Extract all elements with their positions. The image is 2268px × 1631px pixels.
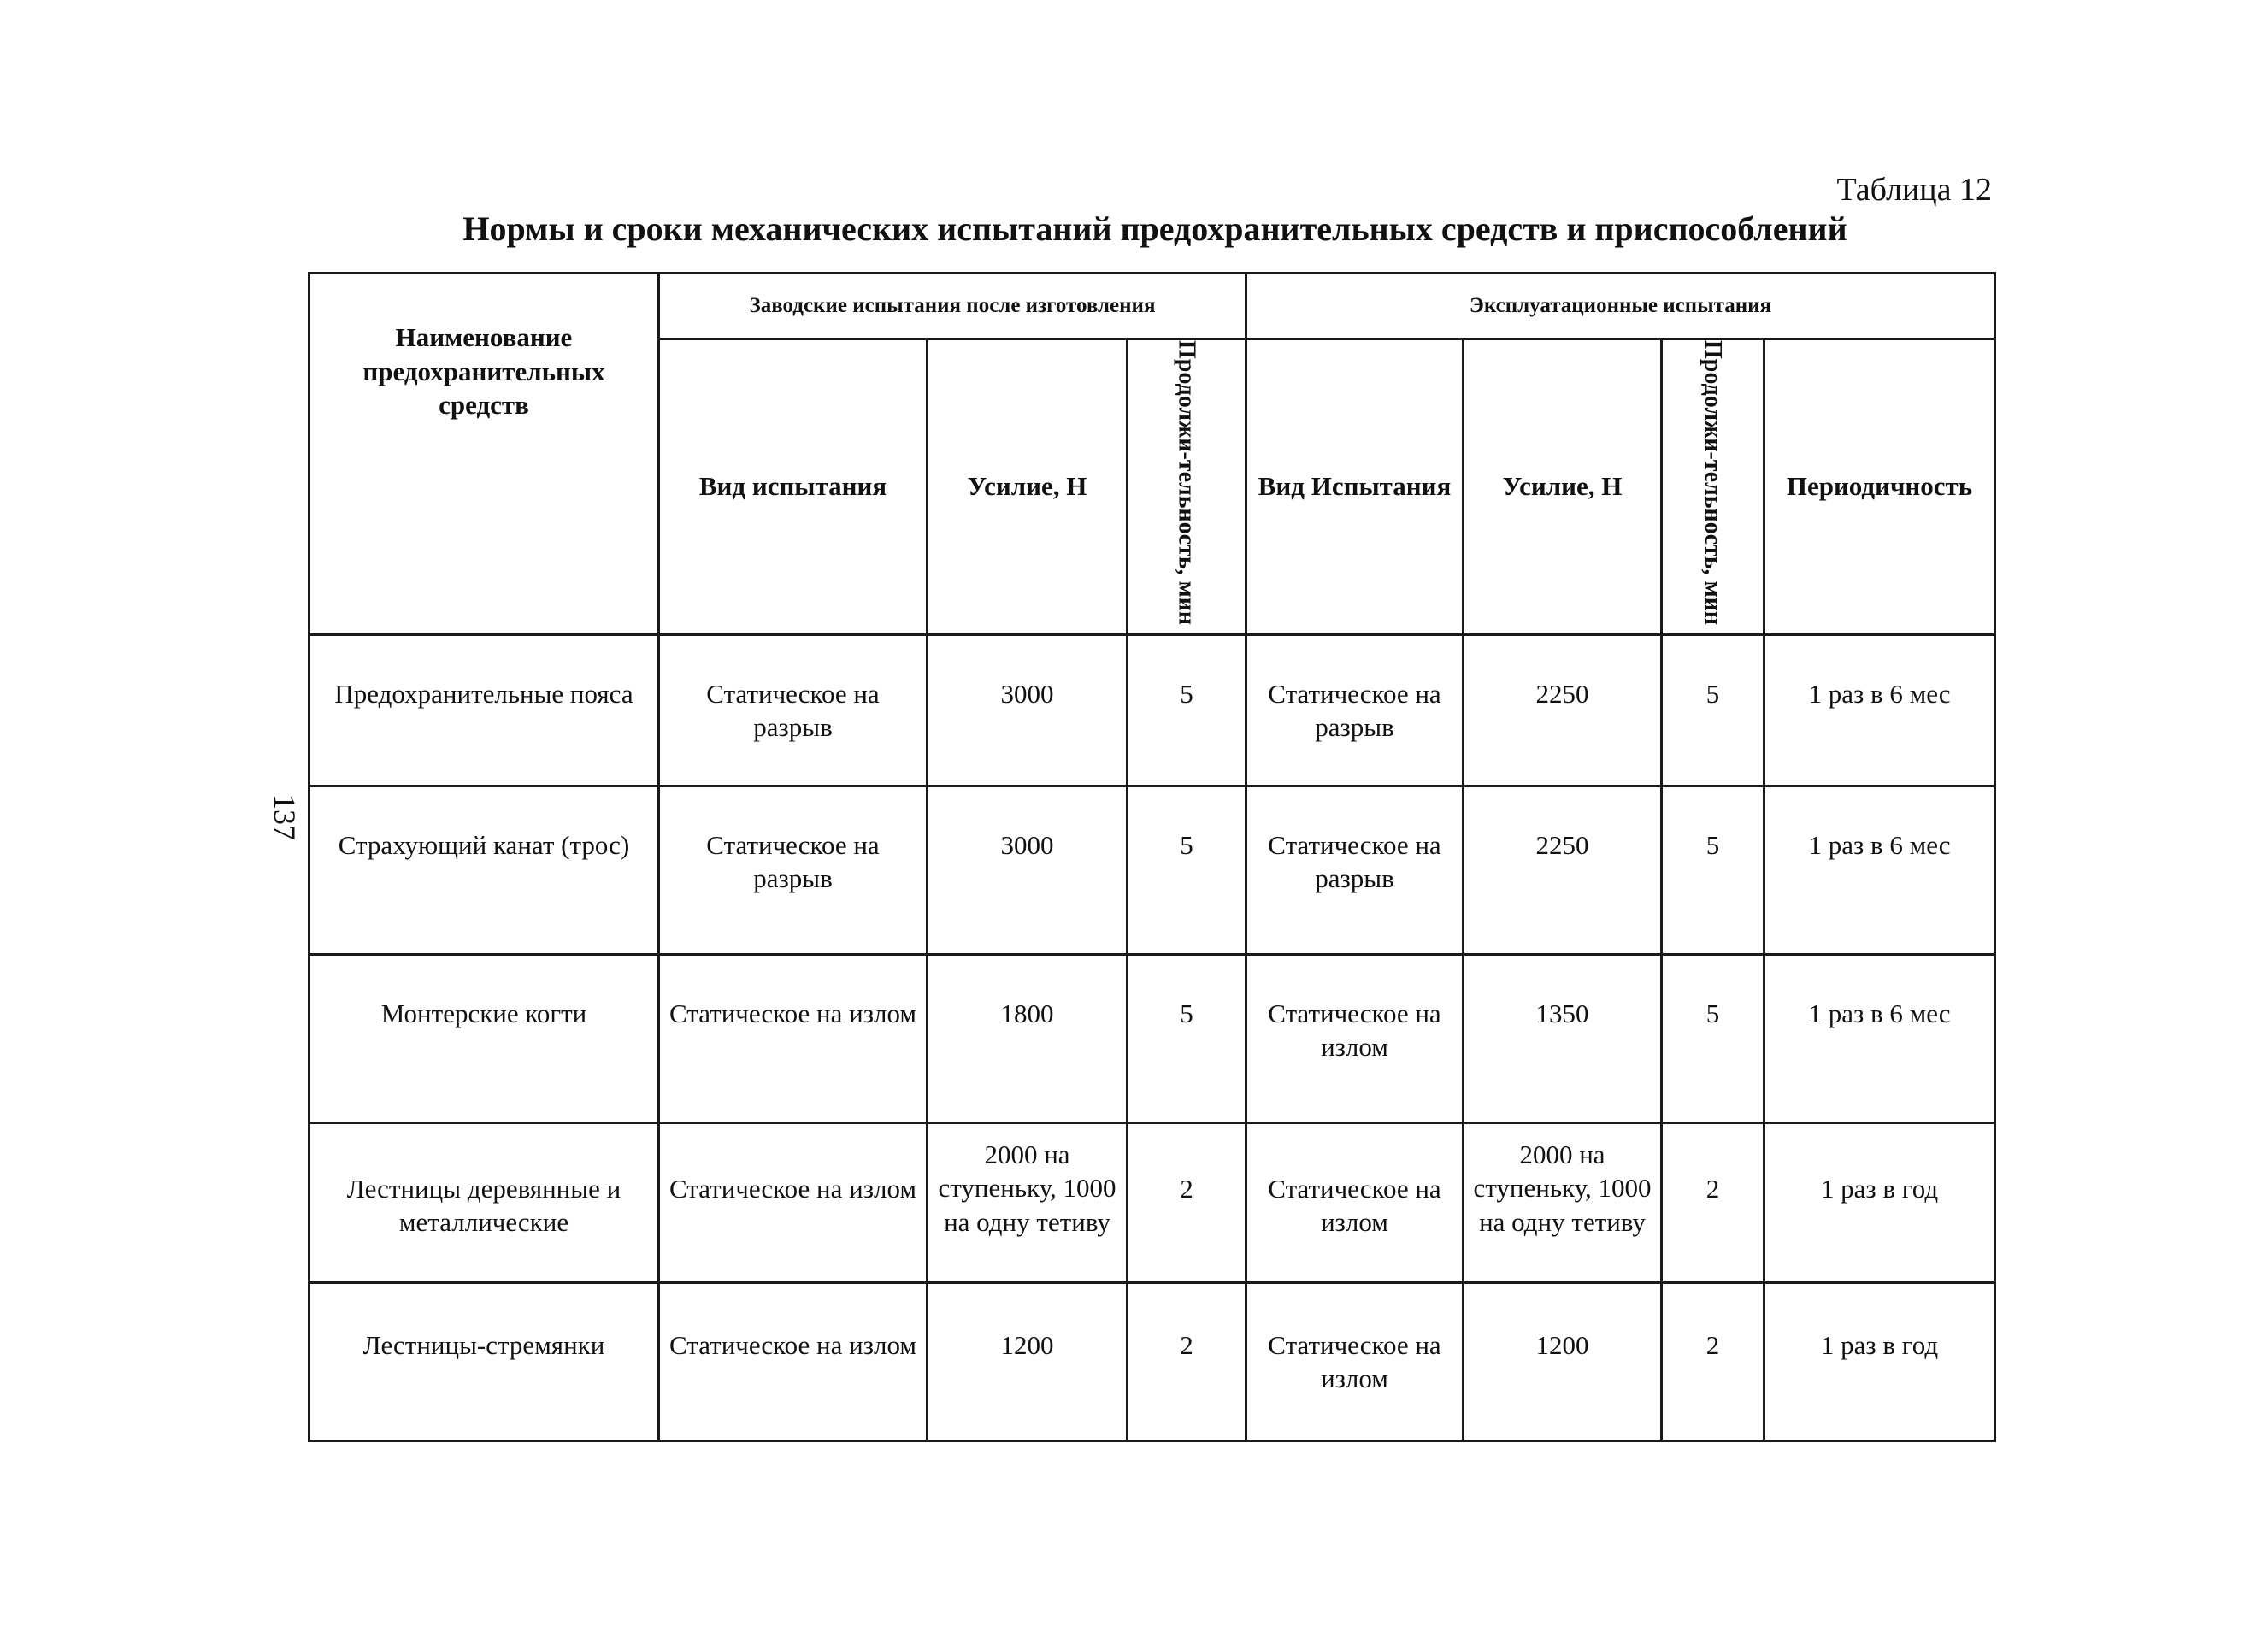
col-header-name: Наименование предохранительных средств [309,274,659,635]
col-header-factory-duration [1128,339,1246,635]
cell-factory-type: Статическое на излом [659,1282,928,1440]
col-header-oper-type: Вид Испытания [1246,339,1464,635]
table-number-label: Таблица 12 [1836,172,1992,208]
table-row [309,634,1995,786]
cell-oper-type: Статическое на излом [1246,954,1464,1122]
cell-factory-force: 1200 [928,1282,1128,1440]
table-row [309,786,1995,954]
cell-name: Монтерские когти [309,954,659,1122]
cell-factory-type: Статическое на разрыв [659,786,928,954]
cell-oper-type: Статическое на разрыв [1246,634,1464,786]
cell-factory-duration: 2 [1128,1282,1246,1440]
cell-oper-duration: 5 [1662,786,1764,954]
factory-duration-label: Продолжи-тельность, мин [1173,340,1200,625]
cell-oper-duration: 2 [1662,1122,1764,1282]
cell-name: Лестницы-стремянки [309,1282,659,1440]
table-row [309,1282,1995,1440]
cell-oper-force: 1350 [1464,954,1662,1122]
col-header-factory-type: Вид испытания [659,339,928,635]
cell-periodicity: 1 раз в 6 мес [1764,634,1995,786]
cell-factory-duration: 5 [1128,954,1246,1122]
table-row [309,1122,1995,1282]
cell-oper-duration: 5 [1662,634,1764,786]
col-header-factory-force: Усилие, Н [928,339,1128,635]
col-header-factory-group: Заводские испытания после изготовления [659,274,1246,339]
cell-factory-force: 2000 на ступеньку, 1000 на одну тетиву [928,1122,1128,1282]
cell-periodicity: 1 раз в год [1764,1282,1995,1440]
cell-oper-type: Статическое на излом [1246,1282,1464,1440]
oper-duration-label: Продолжи-тельность, мин [1700,340,1727,625]
cell-factory-type: Статическое на излом [659,1122,928,1282]
cell-factory-duration: 5 [1128,786,1246,954]
cell-factory-force: 3000 [928,634,1128,786]
cell-factory-duration: 2 [1128,1122,1246,1282]
cell-factory-force: 1800 [928,954,1128,1122]
cell-oper-force: 1200 [1464,1282,1662,1440]
col-header-oper-duration [1662,339,1764,635]
cell-factory-type: Статическое на излом [659,954,928,1122]
col-header-periodicity: Периодичность [1764,339,1995,635]
cell-oper-force: 2250 [1464,786,1662,954]
table-row [309,954,1995,1122]
cell-periodicity: 1 раз в 6 мес [1764,786,1995,954]
norms-table [308,272,1996,1442]
cell-periodicity: 1 раз в год [1764,1122,1995,1282]
cell-oper-force: 2250 [1464,634,1662,786]
cell-oper-duration: 5 [1662,954,1764,1122]
cell-name: Предохранительные пояса [309,634,659,786]
cell-oper-force: 2000 на ступеньку, 1000 на одну тетиву [1464,1122,1662,1282]
cell-oper-type: Статическое на разрыв [1246,786,1464,954]
cell-name: Страхующий канат (трос) [309,786,659,954]
cell-oper-duration: 2 [1662,1282,1764,1440]
cell-factory-type: Статическое на разрыв [659,634,928,786]
header-row-groups [309,274,1995,339]
cell-periodicity: 1 раз в 6 мес [1764,954,1995,1122]
cell-name: Лестницы деревянные и металлические [309,1122,659,1282]
table-title: Нормы и сроки механических испытаний предохранительных средств и приспособлений [462,209,1847,248]
cell-oper-type: Статическое на излом [1246,1122,1464,1282]
page-number: 137 [268,794,302,840]
cell-factory-force: 3000 [928,786,1128,954]
col-header-oper-force: Усилие, Н [1464,339,1662,635]
cell-factory-duration: 5 [1128,634,1246,786]
col-header-operational-group: Эксплуатационные испытания [1246,274,1995,339]
